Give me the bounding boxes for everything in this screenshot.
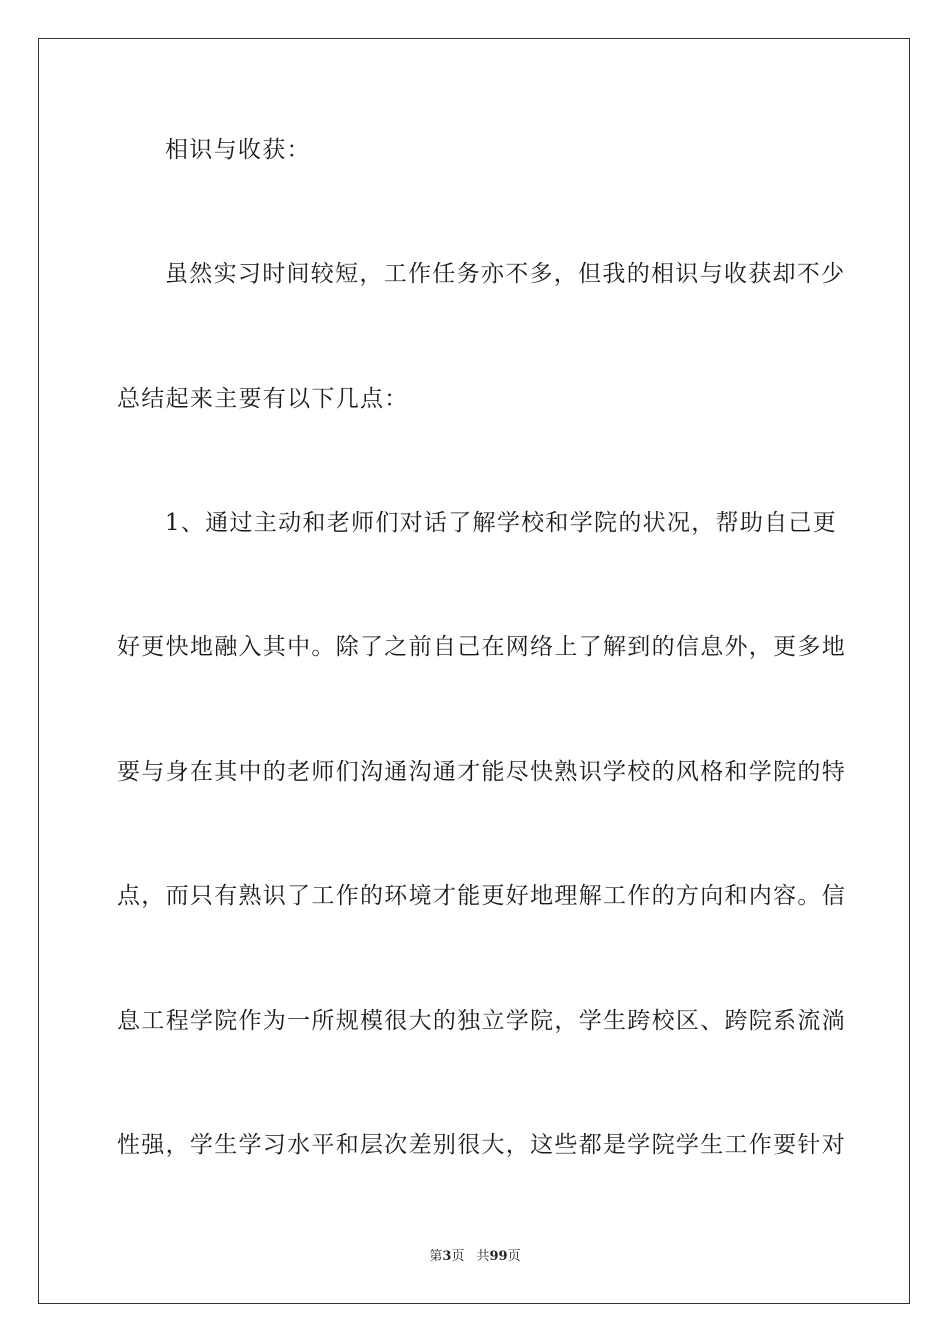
page-prefix: 第: [429, 1249, 443, 1264]
paragraph-line: 虽然实习时间较短，工作任务亦不多，但我的相识与收获却不少: [165, 261, 846, 287]
paragraph-line: 好更快地融入其中。除了之前自己在网络上了解到的信息外，更多地: [117, 634, 846, 660]
total-pages: 99: [489, 1249, 508, 1264]
page-border: [38, 38, 910, 1304]
paragraph-line: 总结起来主要有以下几点：: [117, 386, 409, 412]
paragraph-line: 息工程学院作为一所规模很大的独立学院，学生跨校区、跨院系流淌: [117, 1008, 846, 1034]
paragraph-line: 性强，学生学习水平和层次差别很大，这些都是学院学生工作要针对: [117, 1132, 846, 1158]
paragraph-line: 要与身在其中的老师们沟通沟通才能尽快熟识学校的风格和学院的特: [117, 759, 846, 785]
page-suffix: 页: [451, 1249, 465, 1264]
total-prefix: 共: [476, 1249, 490, 1264]
page-number: 3: [442, 1249, 452, 1264]
total-suffix: 页: [507, 1249, 521, 1264]
page-footer: [0, 1249, 950, 1265]
paragraph-line: 点，而只有熟识了工作的环境才能更好地理解工作的方向和内容。信: [117, 883, 846, 909]
section-heading: 相识与收获：: [165, 137, 311, 163]
paragraph-line: 1、通过主动和老师们对话了解学校和学院的状况，帮助自己更: [165, 510, 838, 536]
